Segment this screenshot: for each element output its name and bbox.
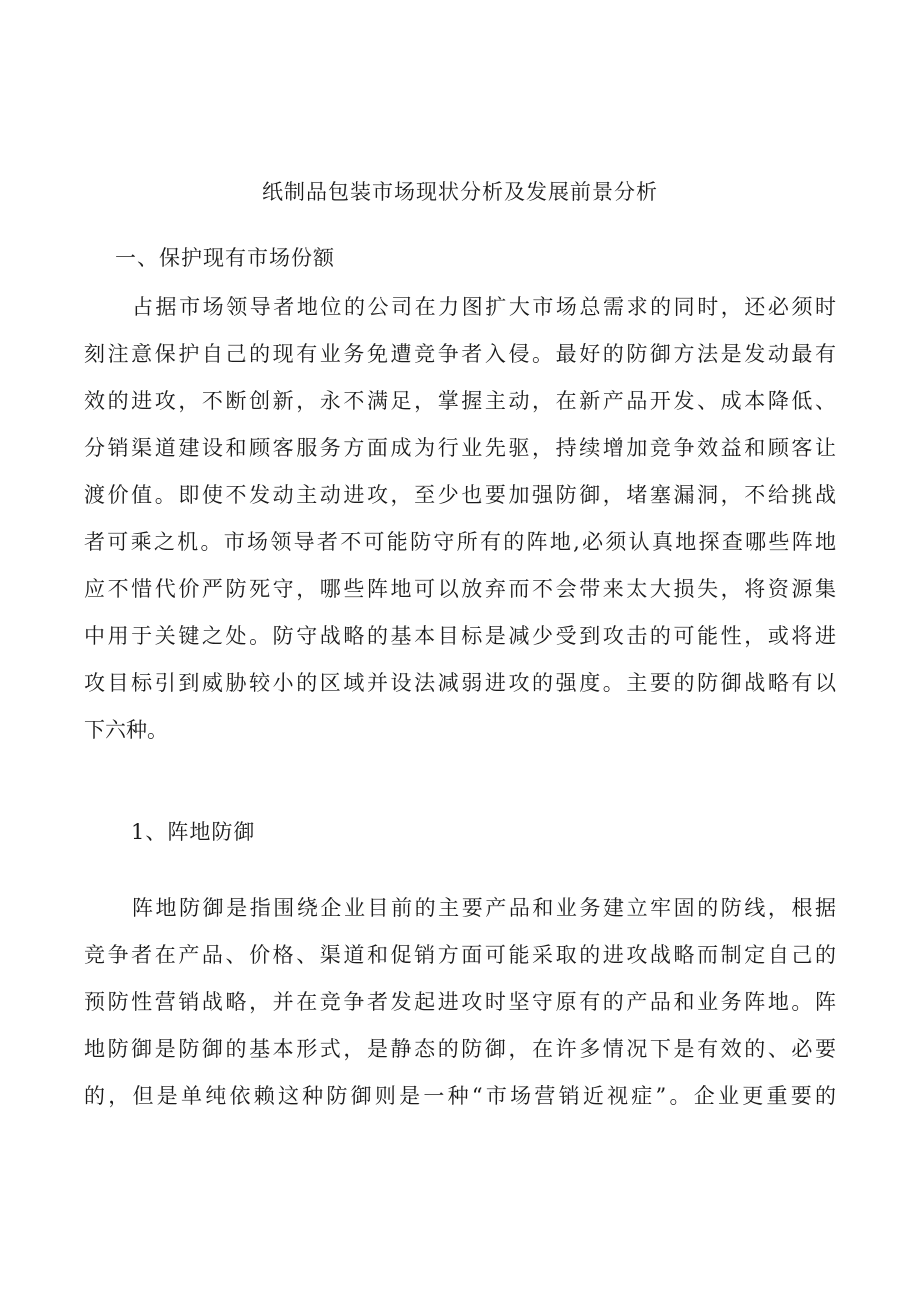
paragraph-line: 刻注意保护自己的现有业务免遭竞争者入侵。最好的防御方法是发动最有	[84, 342, 836, 366]
document-title: 纸制品包装市场现状分析及发展前景分析	[262, 180, 658, 204]
paragraph-line: 阵地防御是指围绕企业目前的主要产品和业务建立牢固的防线，根据	[132, 896, 836, 920]
section-paragraph	[84, 284, 836, 754]
paragraph-line: 的，但是单纯依赖这种防御则是一种“市场营销近视症”。企业更重要的	[84, 1084, 836, 1108]
paragraph-line: 地防御是防御的基本形式，是静态的防御，在许多情况下是有效的、必要	[84, 1037, 836, 1061]
paragraph-line: 中用于关键之处。防守战略的基本目标是减少受到攻击的可能性，或将进	[84, 624, 836, 648]
subsection-paragraph	[84, 885, 836, 1120]
paragraph-line: 渡价值。即使不发动主动进攻，至少也要加强防御，堵塞漏洞，不给挑战	[84, 483, 836, 507]
section-heading: 一、保护现有市场份额	[115, 246, 335, 270]
paragraph-line: 攻目标引到威胁较小的区域并设法减弱进攻的强度。主要的防御战略有以	[84, 671, 836, 695]
paragraph-line: 占据市场领导者地位的公司在力图扩大市场总需求的同时，还必须时	[132, 295, 836, 319]
subsection-heading: 1、阵地防御	[131, 820, 256, 844]
paragraph-line: 预防性营销战略，并在竞争者发起进攻时坚守原有的产品和业务阵地。阵	[84, 990, 836, 1014]
paragraph-line: 效的进攻，不断创新，永不满足，掌握主动，在新产品开发、成本降低、	[84, 389, 836, 413]
paragraph-line: 分销渠道建设和顾客服务方面成为行业先驱，持续增加竞争效益和顾客让	[84, 436, 836, 460]
paragraph-line: 竞争者在产品、价格、渠道和促销方面可能采取的进攻战略而制定自己的	[84, 943, 836, 967]
paragraph-line: 者可乘之机。市场领导者不可能防守所有的阵地,必须认真地探查哪些阵地	[84, 530, 836, 554]
paragraph-line: 下六种。	[84, 718, 168, 742]
paragraph-line: 应不惜代价严防死守，哪些阵地可以放弃而不会带来太大损失，将资源集	[84, 577, 836, 601]
